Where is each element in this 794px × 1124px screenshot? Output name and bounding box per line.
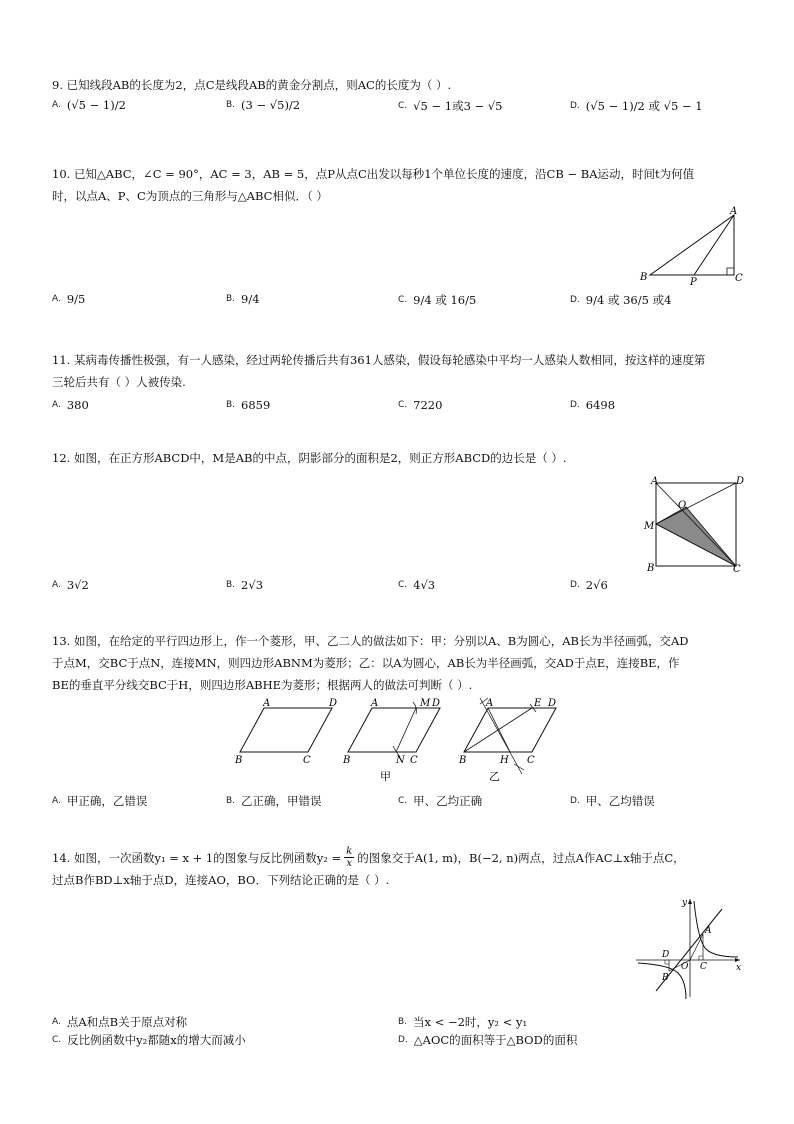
question-13-option-a[interactable] bbox=[52, 793, 147, 809]
option-label: C. bbox=[398, 295, 408, 305]
option-value: △AOC的面积等于△BOD的面积 bbox=[413, 1033, 578, 1047]
option-label: A. bbox=[52, 1017, 61, 1027]
option-label: C. bbox=[398, 796, 408, 806]
question-14-figure bbox=[630, 893, 746, 1001]
question-13-option-d[interactable] bbox=[570, 793, 655, 809]
option-label: B. bbox=[226, 796, 236, 806]
label-c: C bbox=[735, 273, 743, 284]
question-10 bbox=[52, 163, 742, 207]
option-value: 反比例函数中y₂都随x的增大而减小 bbox=[67, 1033, 246, 1047]
option-value: 9/4 或 36/5 或4 bbox=[585, 293, 672, 307]
label-d: D bbox=[736, 476, 745, 487]
label-h: H bbox=[500, 755, 509, 766]
parallelogram-1 bbox=[240, 708, 332, 752]
option-value: 乙正确，甲错误 bbox=[241, 794, 322, 808]
option-label: B. bbox=[398, 1017, 408, 1027]
label-b: B bbox=[647, 563, 655, 574]
label-p: P bbox=[690, 277, 697, 287]
option-label: B. bbox=[226, 580, 236, 590]
label-m: M bbox=[644, 521, 655, 532]
option-value: (√5 − 1)/2 或 √5 − 1 bbox=[585, 99, 703, 113]
question-14-option-c[interactable] bbox=[52, 1032, 246, 1048]
option-value: 当x < −2时，y₂ < y₁ bbox=[413, 1015, 528, 1029]
question-11-stem-line2: 三轮后共有（ ）人被传染. bbox=[52, 375, 186, 389]
label-o: O bbox=[678, 500, 687, 511]
fraction-numerator: k bbox=[346, 846, 353, 857]
label-c: C bbox=[527, 755, 535, 766]
question-14-option-d[interactable] bbox=[398, 1032, 577, 1048]
question-11-option-c[interactable] bbox=[398, 398, 442, 412]
label-y: y bbox=[682, 898, 688, 908]
label-a: A bbox=[651, 476, 659, 487]
option-label: C. bbox=[398, 101, 408, 111]
question-11-stem-line1: 11. 某病毒传播性极强，有一人感染，经过两轮传播后共有361人感染，假设每轮感染中平均一人感染人数相同，按这样的速度第 bbox=[52, 353, 706, 367]
option-label: A. bbox=[52, 100, 61, 110]
label-a: A bbox=[705, 926, 712, 936]
question-10-option-a[interactable] bbox=[52, 292, 85, 306]
question-9-option-a[interactable] bbox=[52, 98, 126, 112]
hyperbola-right bbox=[694, 901, 738, 957]
label-a: A bbox=[730, 206, 738, 217]
question-13-figure bbox=[230, 694, 580, 786]
question-12-option-c[interactable] bbox=[398, 578, 435, 592]
question-14-stem-line2: 过点B作BD⊥x轴于点D，连接AO，BO．下列结论正确的是（ ）. bbox=[52, 873, 390, 887]
option-value: 2√3 bbox=[241, 578, 264, 592]
option-value: √5 − 1或3 − √5 bbox=[413, 99, 503, 113]
label-n: N bbox=[396, 755, 405, 766]
question-9-option-d[interactable] bbox=[570, 98, 703, 114]
question-12-stem: 12. 如图，在正方形ABCD中，M是AB的中点，阴影部分的面积是2，则正方形ABCD的边长是（ ）. bbox=[52, 451, 567, 465]
option-value: 9/5 bbox=[66, 292, 86, 306]
caption-yi: 乙 bbox=[489, 770, 500, 783]
question-12-figure bbox=[640, 474, 750, 574]
option-label: A. bbox=[52, 294, 61, 304]
option-label: C. bbox=[398, 400, 408, 410]
question-9-option-b[interactable] bbox=[226, 98, 300, 112]
question-10-option-d[interactable] bbox=[570, 292, 671, 308]
option-value: (3 − √5)/2 bbox=[241, 98, 301, 112]
label-b: B bbox=[343, 755, 351, 766]
label-m: M bbox=[420, 698, 431, 709]
option-label: D. bbox=[570, 295, 580, 305]
question-11-option-d[interactable] bbox=[570, 398, 615, 412]
question-13 bbox=[52, 630, 742, 696]
question-13-option-c[interactable] bbox=[398, 793, 482, 809]
question-14-option-a[interactable] bbox=[52, 1014, 187, 1030]
question-12-option-a[interactable] bbox=[52, 578, 89, 592]
option-value: 甲、乙均错误 bbox=[585, 794, 655, 808]
question-11-option-b[interactable] bbox=[226, 398, 270, 412]
label-a: A bbox=[263, 698, 271, 709]
label-b: B bbox=[459, 755, 467, 766]
option-value: 3√2 bbox=[66, 578, 89, 592]
question-13-stem-line3: BE的垂直平分线交BC于H，则四边形ABHE为菱形；根据两人的做法可判断（ ）. bbox=[52, 678, 473, 692]
option-value: 2√6 bbox=[585, 578, 608, 592]
option-value: 7220 bbox=[413, 398, 443, 412]
option-value: 6859 bbox=[241, 398, 271, 412]
question-9-option-c[interactable] bbox=[398, 98, 502, 114]
option-label: B. bbox=[226, 100, 236, 110]
label-b: B bbox=[640, 272, 648, 283]
question-14-fraction bbox=[344, 846, 354, 869]
label-d: D bbox=[329, 698, 338, 709]
question-9-stem: 9. 已知线段AB的长度为2，点C是线段AB的黄金分割点，则AC的长度为（ ）. bbox=[52, 78, 452, 92]
label-c: C bbox=[733, 564, 741, 574]
option-label: D. bbox=[570, 580, 580, 590]
option-label: A. bbox=[52, 796, 61, 806]
label-o: O bbox=[681, 962, 689, 972]
option-label: D. bbox=[570, 400, 580, 410]
option-label: B. bbox=[226, 294, 236, 304]
label-e: E bbox=[534, 698, 542, 709]
option-value: 9/4 bbox=[241, 292, 260, 306]
question-10-option-c[interactable] bbox=[398, 292, 476, 308]
question-13-stem-line1: 13. 如图，在给定的平行四边形上，作一个菱形，甲、乙二人的做法如下：甲：分别以A、B为圆心，AB长为半径画弧，交AD bbox=[52, 634, 689, 648]
caption-jia: 甲 bbox=[380, 770, 391, 783]
question-13-option-b[interactable] bbox=[226, 793, 322, 809]
label-d: D bbox=[432, 698, 441, 709]
option-label: C. bbox=[398, 580, 408, 590]
parallelogram-jia bbox=[348, 708, 440, 752]
question-14 bbox=[52, 846, 742, 891]
option-value: 9/4 或 16/5 bbox=[413, 293, 477, 307]
label-c: C bbox=[410, 755, 418, 766]
option-value: 380 bbox=[66, 398, 89, 412]
question-10-figure bbox=[636, 205, 748, 287]
option-label: A. bbox=[52, 580, 61, 590]
question-11-option-a[interactable] bbox=[52, 398, 89, 412]
label-d: D bbox=[548, 698, 557, 709]
option-label: D. bbox=[398, 1035, 408, 1045]
option-label: D. bbox=[570, 796, 580, 806]
label-b: B bbox=[235, 755, 243, 766]
question-12 bbox=[52, 447, 742, 469]
question-12-option-b[interactable] bbox=[226, 578, 263, 592]
option-value: 点A和点B关于原点对称 bbox=[66, 1015, 188, 1029]
label-a: A bbox=[371, 698, 379, 709]
parallelogram-yi bbox=[464, 708, 556, 752]
label-b: B bbox=[662, 973, 669, 983]
question-14-stem-line1b: 的图象交于A(1, m)，B(−2, n)两点，过点A作AC⊥x轴于点C， bbox=[357, 850, 685, 865]
option-label: A. bbox=[52, 400, 61, 410]
question-12-option-d[interactable] bbox=[570, 578, 608, 592]
question-13-stem-line2: 于点M，交BC于点N，连接MN，则四边形ABNM为菱形；乙：以A为圆心，AB长为半径画弧，交AD于点E，连接BE，作 bbox=[52, 656, 680, 670]
option-label: B. bbox=[226, 400, 236, 410]
question-10-stem-line1: 10. 已知△ABC，∠C = 90°，AC = 3，AB = 5，点P从点C出发以每秒1个单位长度的速度，沿CB − BA运动，时间t为何值 bbox=[52, 167, 695, 181]
question-14-stem-line1a: 14. 如图，一次函数y₁ = x + 1的图象与反比例函数y₂ = bbox=[52, 850, 342, 865]
label-d: D bbox=[662, 950, 670, 960]
label-c: C bbox=[303, 755, 311, 766]
question-14-option-b[interactable] bbox=[398, 1014, 527, 1030]
fraction-denominator: x bbox=[346, 858, 352, 869]
option-value: 6498 bbox=[585, 398, 616, 412]
question-11 bbox=[52, 349, 742, 393]
question-10-stem-line2: 时，以点A、P、C为顶点的三角形与△ABC相似．（ ） bbox=[52, 189, 328, 203]
option-label: D. bbox=[570, 101, 580, 111]
option-value: 甲、乙均正确 bbox=[413, 794, 483, 808]
option-value: 甲正确，乙错误 bbox=[66, 794, 148, 808]
question-9 bbox=[52, 74, 742, 96]
question-14-stem-line1 bbox=[52, 846, 742, 869]
option-value: (√5 − 1)/2 bbox=[66, 98, 126, 112]
option-label: C. bbox=[52, 1035, 62, 1045]
label-x: x bbox=[736, 963, 742, 973]
option-value: 4√3 bbox=[413, 578, 436, 592]
label-c: C bbox=[700, 962, 707, 972]
label-a: A bbox=[486, 698, 494, 709]
question-10-option-b[interactable] bbox=[226, 292, 260, 306]
